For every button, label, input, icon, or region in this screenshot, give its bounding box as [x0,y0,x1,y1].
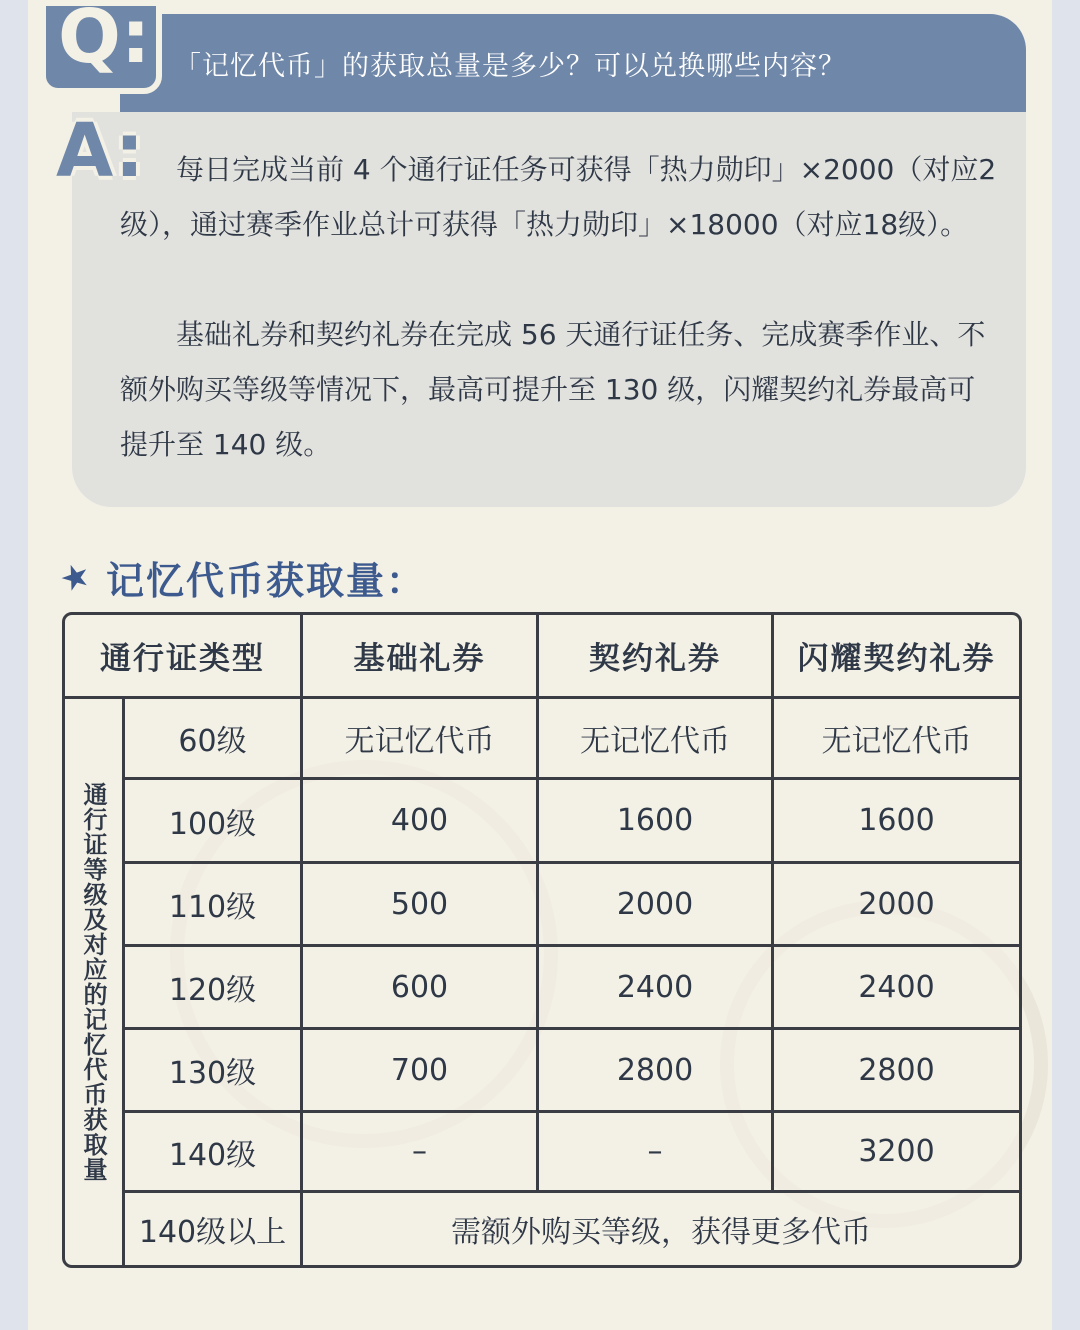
table-cell: – [303,1113,539,1193]
side-label: 通行证等级及对应的记忆代币获取量 [79,782,107,1182]
table-cell: 无记忆代币 [303,699,539,780]
table-header-cell: 契约礼券 [539,615,774,699]
table-cell: – [539,1113,774,1193]
table-cell-note: 需额外购买等级，获得更多代币 [451,1215,871,1250]
table-header-cell: 基础礼券 [303,615,539,699]
table-cell: 1600 [774,780,1019,864]
table-cell-level: 60级 [125,699,303,780]
table-cell: 2400 [539,947,774,1030]
table-cell: 400 [303,780,539,864]
table-header-cell: 闪耀契约礼券 [774,615,1019,699]
table-cell-level: 140级 [125,1113,303,1193]
table-cell: 2000 [539,864,774,947]
table-cell: 700 [303,1030,539,1113]
table-cell: 3200 [774,1113,1019,1193]
table-cell: 500 [303,864,539,947]
answer-paragraph-1: 每日完成当前 4 个通行证任务可获得「热力勋印」×2000（对应2级），通过赛季作业总计可获得「热力勋印」×18000（对应18级）。 [120,153,997,241]
table-cell-level: 100级 [125,780,303,864]
side-label-cell [65,699,125,1265]
table-cell: 无记忆代币 [539,699,774,780]
question-text: 「记忆代币」的获取总量是多少？可以兑换哪些内容？ [174,51,846,82]
table-cell: 无记忆代币 [774,699,1019,780]
table-header-cell: 通行证类型 [65,615,303,699]
table-cell-level: 120级 [125,947,303,1030]
table-cell: 2400 [774,947,1019,1030]
section-title: 记忆代币获取量： [106,558,427,603]
answer-letter: A: [56,108,145,194]
table-cell: 2800 [539,1030,774,1113]
table-cell-level: 130级 [125,1030,303,1113]
table-cell-level: 110级 [125,864,303,947]
question-letter: Q: [58,0,151,80]
table-cell: 600 [303,947,539,1030]
table-cell: 2000 [774,864,1019,947]
section-heading [54,553,427,603]
memory-token-table [62,612,1022,1268]
table-cell: 1600 [539,780,774,864]
answer-paragraph-2: 基础礼券和契约礼券在完成 56 天通行证任务、完成赛季作业、不额外购买等级等情况下，最高可提升至 130 级，闪耀契约礼券最高可提升至 140 级。 [120,318,986,461]
star-icon: ★ [54,553,97,602]
table-cell: 2800 [774,1030,1019,1113]
table-cell-level: 140级以上 [125,1193,303,1265]
